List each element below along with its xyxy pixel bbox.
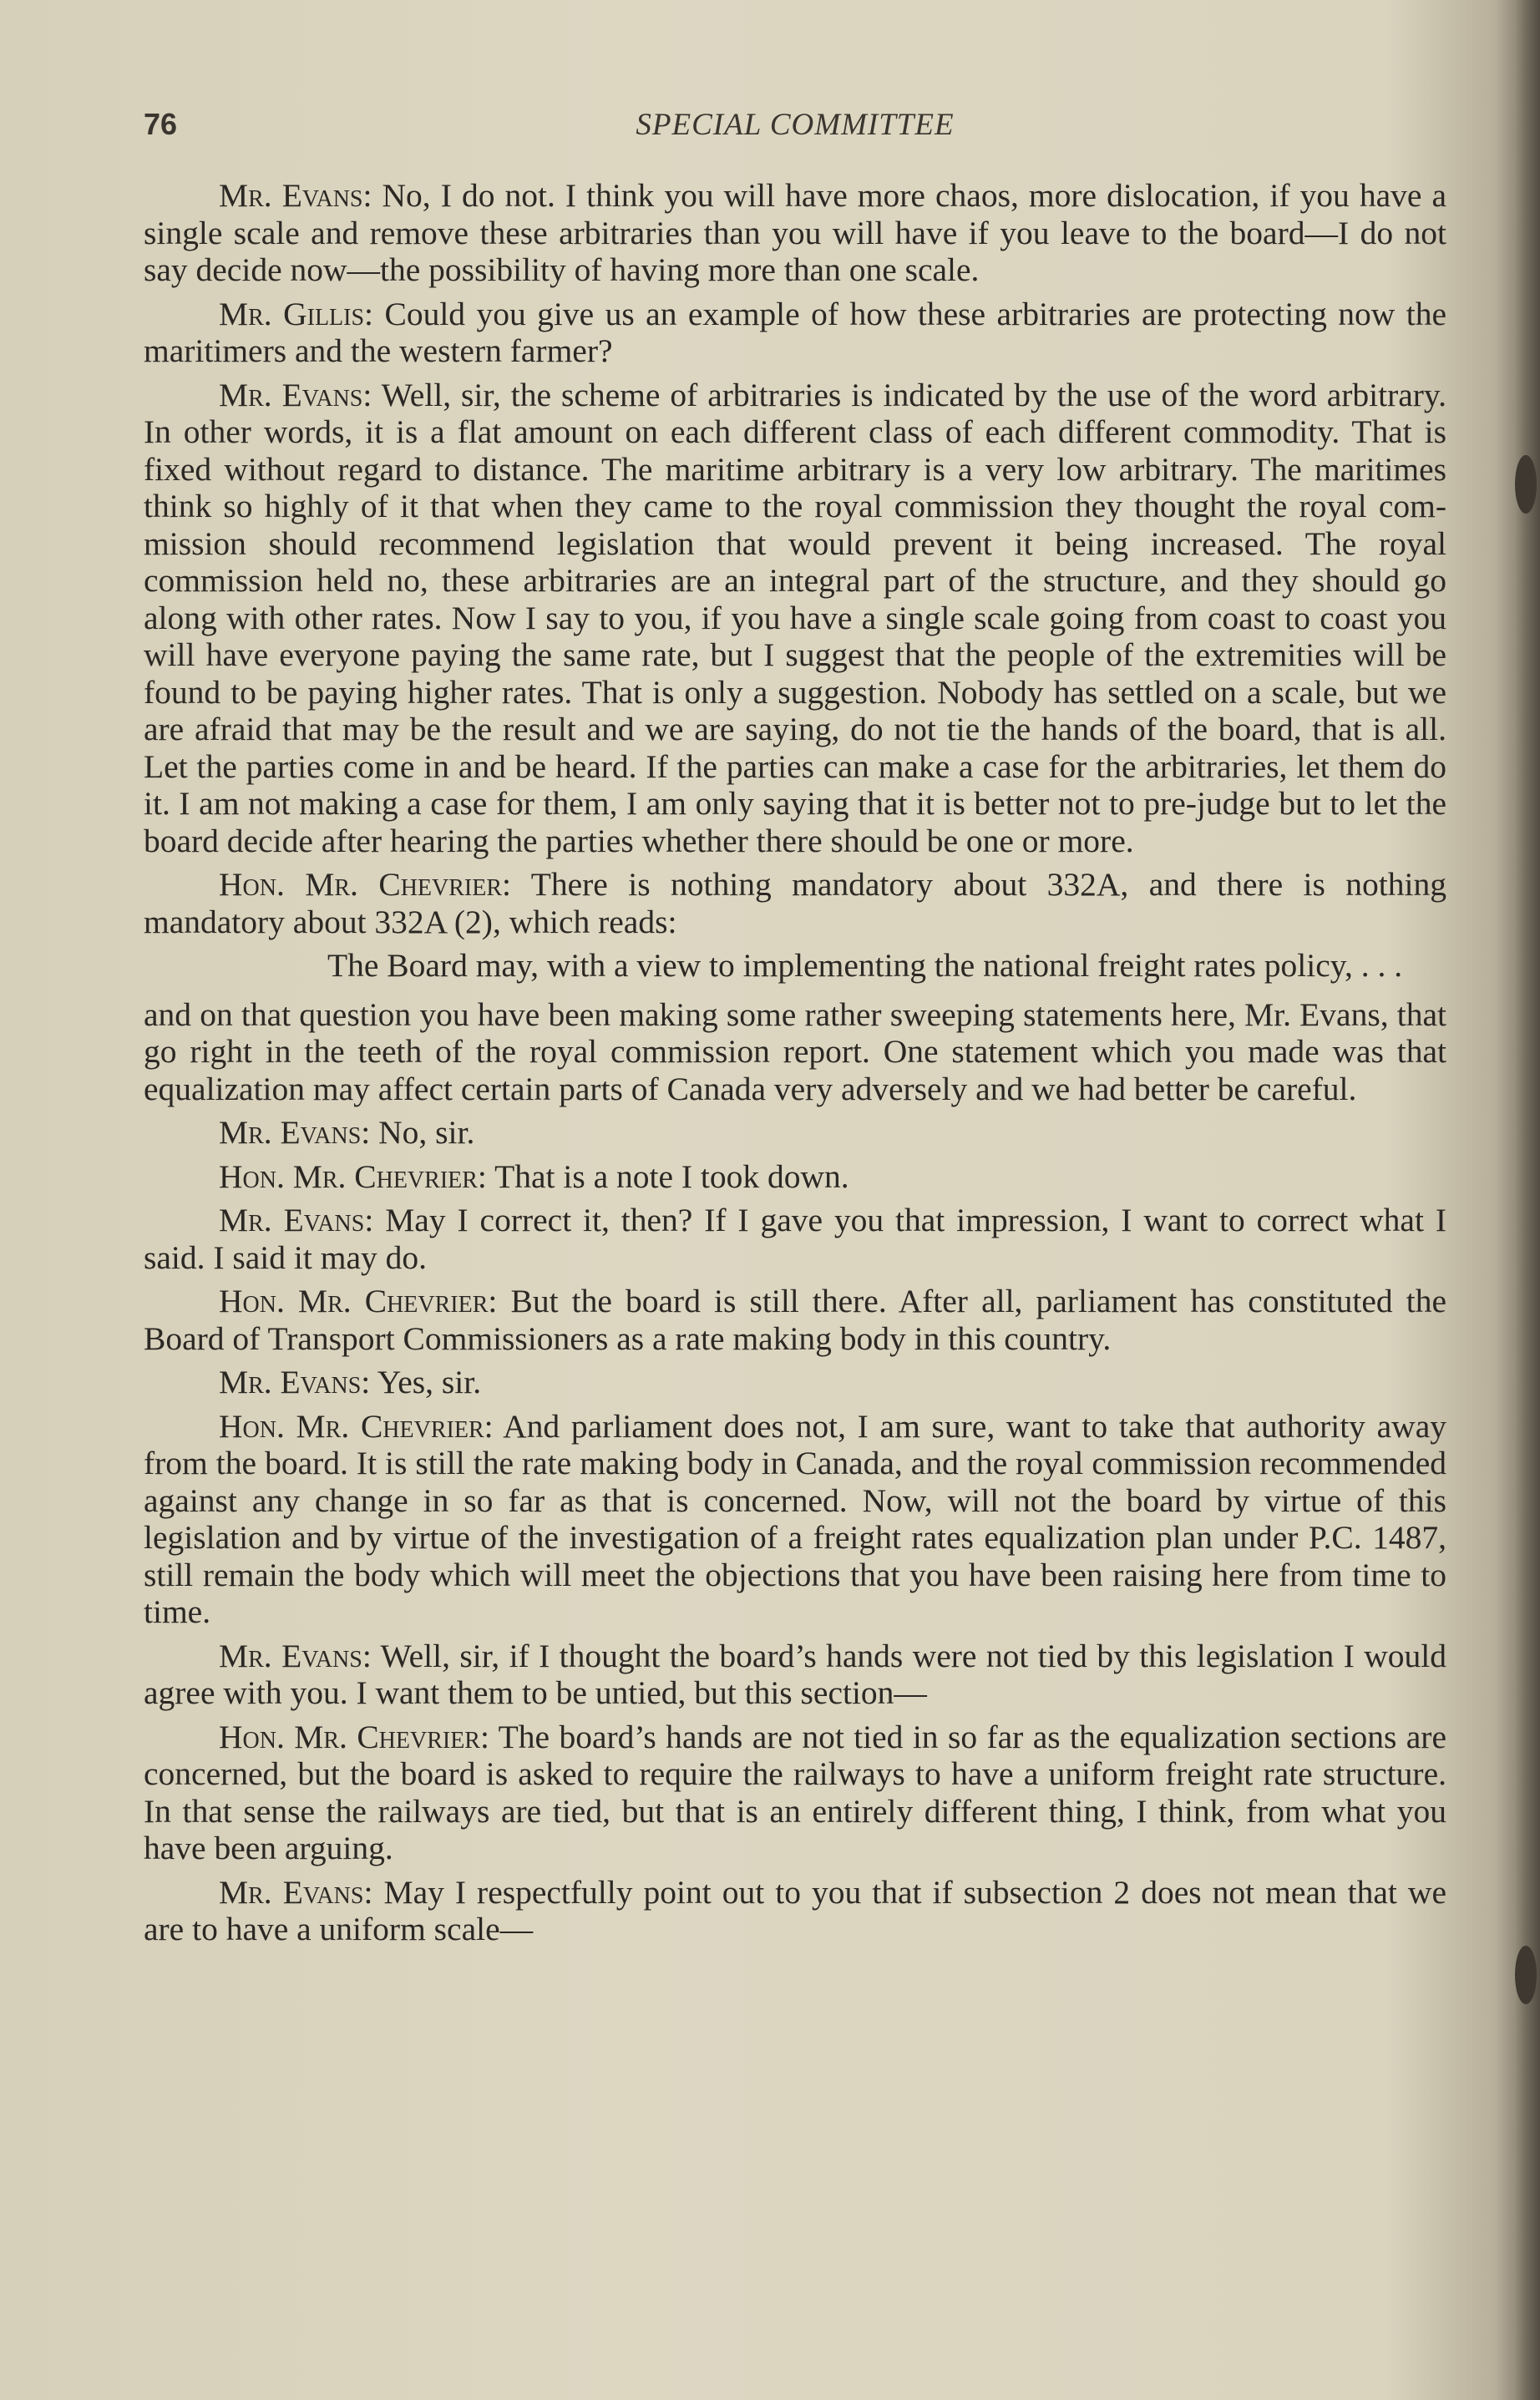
paragraph: [144, 1874, 1446, 1948]
speech-text: and on that question you have been making some rather sweeping statements here, Mr. Evans, that go right in the teeth of the royal commission report. One statement which you made was that equalization may affect certain parts of Canada very adversely and we had better be careful.: [144, 995, 1446, 1107]
paragraph: [144, 1114, 1446, 1152]
paragraph: [144, 177, 1446, 289]
speaker-name: Mr. Evans:: [219, 1202, 374, 1238]
speaker-name: Mr. Evans:: [219, 1873, 373, 1911]
paragraph: [144, 1719, 1446, 1867]
binding-mark: [1515, 1946, 1537, 2004]
speaker-name: Mr. Evans:: [219, 376, 372, 413]
speech-text: Well, sir, if I thought the board’s hands were not tied by this legislation I would agree with you. I want them to be untied, but this section—: [144, 1637, 1446, 1711]
quote-text: The Board may, with a view to implementing the national freight rates policy, . . .: [327, 947, 1403, 984]
running-title: SPECIAL COMMITTEE: [636, 108, 955, 142]
speech-text: Well, sir, the scheme of arbitraries is indicated by the use of the word arbitrary. In other words, it is a flat amount on each different class of each different commodity. That is fixed without regard to distance. The maritime arbitrary is a very low arbitrary. The maritimes think so highly of it that when they came to the royal commission they thought the royal commission should recommend legislation that would prevent it being increased. The royal commission held no, these arbitraries are an integral part of the structure, and they should go along with other rates. Now I say to you, if you have a single scale going from coast to coast you will have everyone paying the same rate, but I suggest that the people of the extremities will be found to be paying higher rates. That is only a suggestion. Nobody has settled on a scale, but we are afraid that may be the result and we are saying, do not tie the hands of the board, that is all. Let the parties come in and be heard. If the parties can make a case for the arbitraries, let them do it. I am not making a case for them, I am only saying that it is better not to pre-judge but to let the board decide after hearing the parties whether there should be one or more.: [144, 376, 1446, 859]
paragraph: [144, 1408, 1446, 1631]
speaker-name: Hon. Mr. Chevrier:: [219, 866, 512, 903]
paragraph: [144, 1283, 1446, 1357]
page-header: [144, 104, 1446, 145]
speaker-name: Mr. Evans:: [219, 177, 372, 214]
paragraph-continuation: [144, 996, 1446, 1108]
speaker-name: Hon. Mr. Chevrier:: [219, 1283, 498, 1319]
speaker-name: Hon. Mr. Chevrier:: [219, 1407, 494, 1445]
paragraph: [144, 296, 1446, 370]
paragraph: [144, 377, 1446, 860]
paragraph: [144, 1158, 1446, 1196]
block-quote: [144, 947, 1446, 985]
speaker-name: Hon. Mr. Chevrier:: [219, 1157, 487, 1195]
speech-text: There is nothing mandatory about 332A, and there is nothing mandatory about 332A (2), which reads:: [144, 866, 1446, 940]
paragraph: [144, 1364, 1446, 1401]
binding-mark: [1515, 455, 1537, 514]
speech-text: The board’s hands are not tied in so far as the equalization sections are concerned, but the board is asked to require the railways to have a uniform freight rate structure. In that sense the railways are tied, but that is an entirely different thing, I think, from what you have been arguing.: [144, 1718, 1446, 1866]
speaker-name: Mr. Evans:: [219, 1364, 371, 1400]
speech-text: But the board is still there. After all, parliament has constituted the Board of Transport Commissioners as a rate making body in this country.: [144, 1283, 1446, 1357]
speech-text: Could you give us an example of how these arbitraries are protecting now the maritimers and the western farmer?: [144, 295, 1447, 369]
speech-text: No, I do not. I think you will have more chaos, more dislocation, if you have a single scale and remove these arbitraries than you will have if you leave to the board—I do not say decide now—the possibility of having more than one scale.: [144, 177, 1446, 288]
page-number: 76: [144, 107, 178, 141]
speaker-name: Mr. Evans:: [219, 1637, 372, 1674]
speech-text: No, sir.: [370, 1114, 475, 1151]
speech-text: May I correct it, then? If I gave you that impression, I want to correct what I said. I said it may do.: [144, 1202, 1446, 1276]
transcript-body: [144, 177, 1446, 1955]
speech-text: That is a note I took down.: [486, 1157, 849, 1195]
paragraph: [144, 866, 1446, 940]
speaker-name: Mr. Gillis:: [219, 295, 374, 332]
speaker-name: Hon. Mr. Chevrier:: [219, 1718, 489, 1755]
speech-text: And parliament does not, I am sure, want to take that authority away from the board. It is still the rate making body in Canada, and the royal commission recommended against any change in so far as that is concerned. Now, will not the board by virtue of this legislation and by virtue of the investigation of a freight rates equalization plan under P.C. 1487, still remain the body which will meet the objections that you have been raising here from time to time.: [144, 1407, 1446, 1630]
paragraph: [144, 1638, 1446, 1712]
paragraph: [144, 1202, 1446, 1276]
speech-text: May I respectfully point out to you that if subsection 2 does not mean that we are to have a uniform scale—: [144, 1873, 1446, 1947]
speaker-name: Mr. Evans:: [219, 1114, 371, 1151]
speech-text: Yes, sir.: [370, 1364, 482, 1400]
